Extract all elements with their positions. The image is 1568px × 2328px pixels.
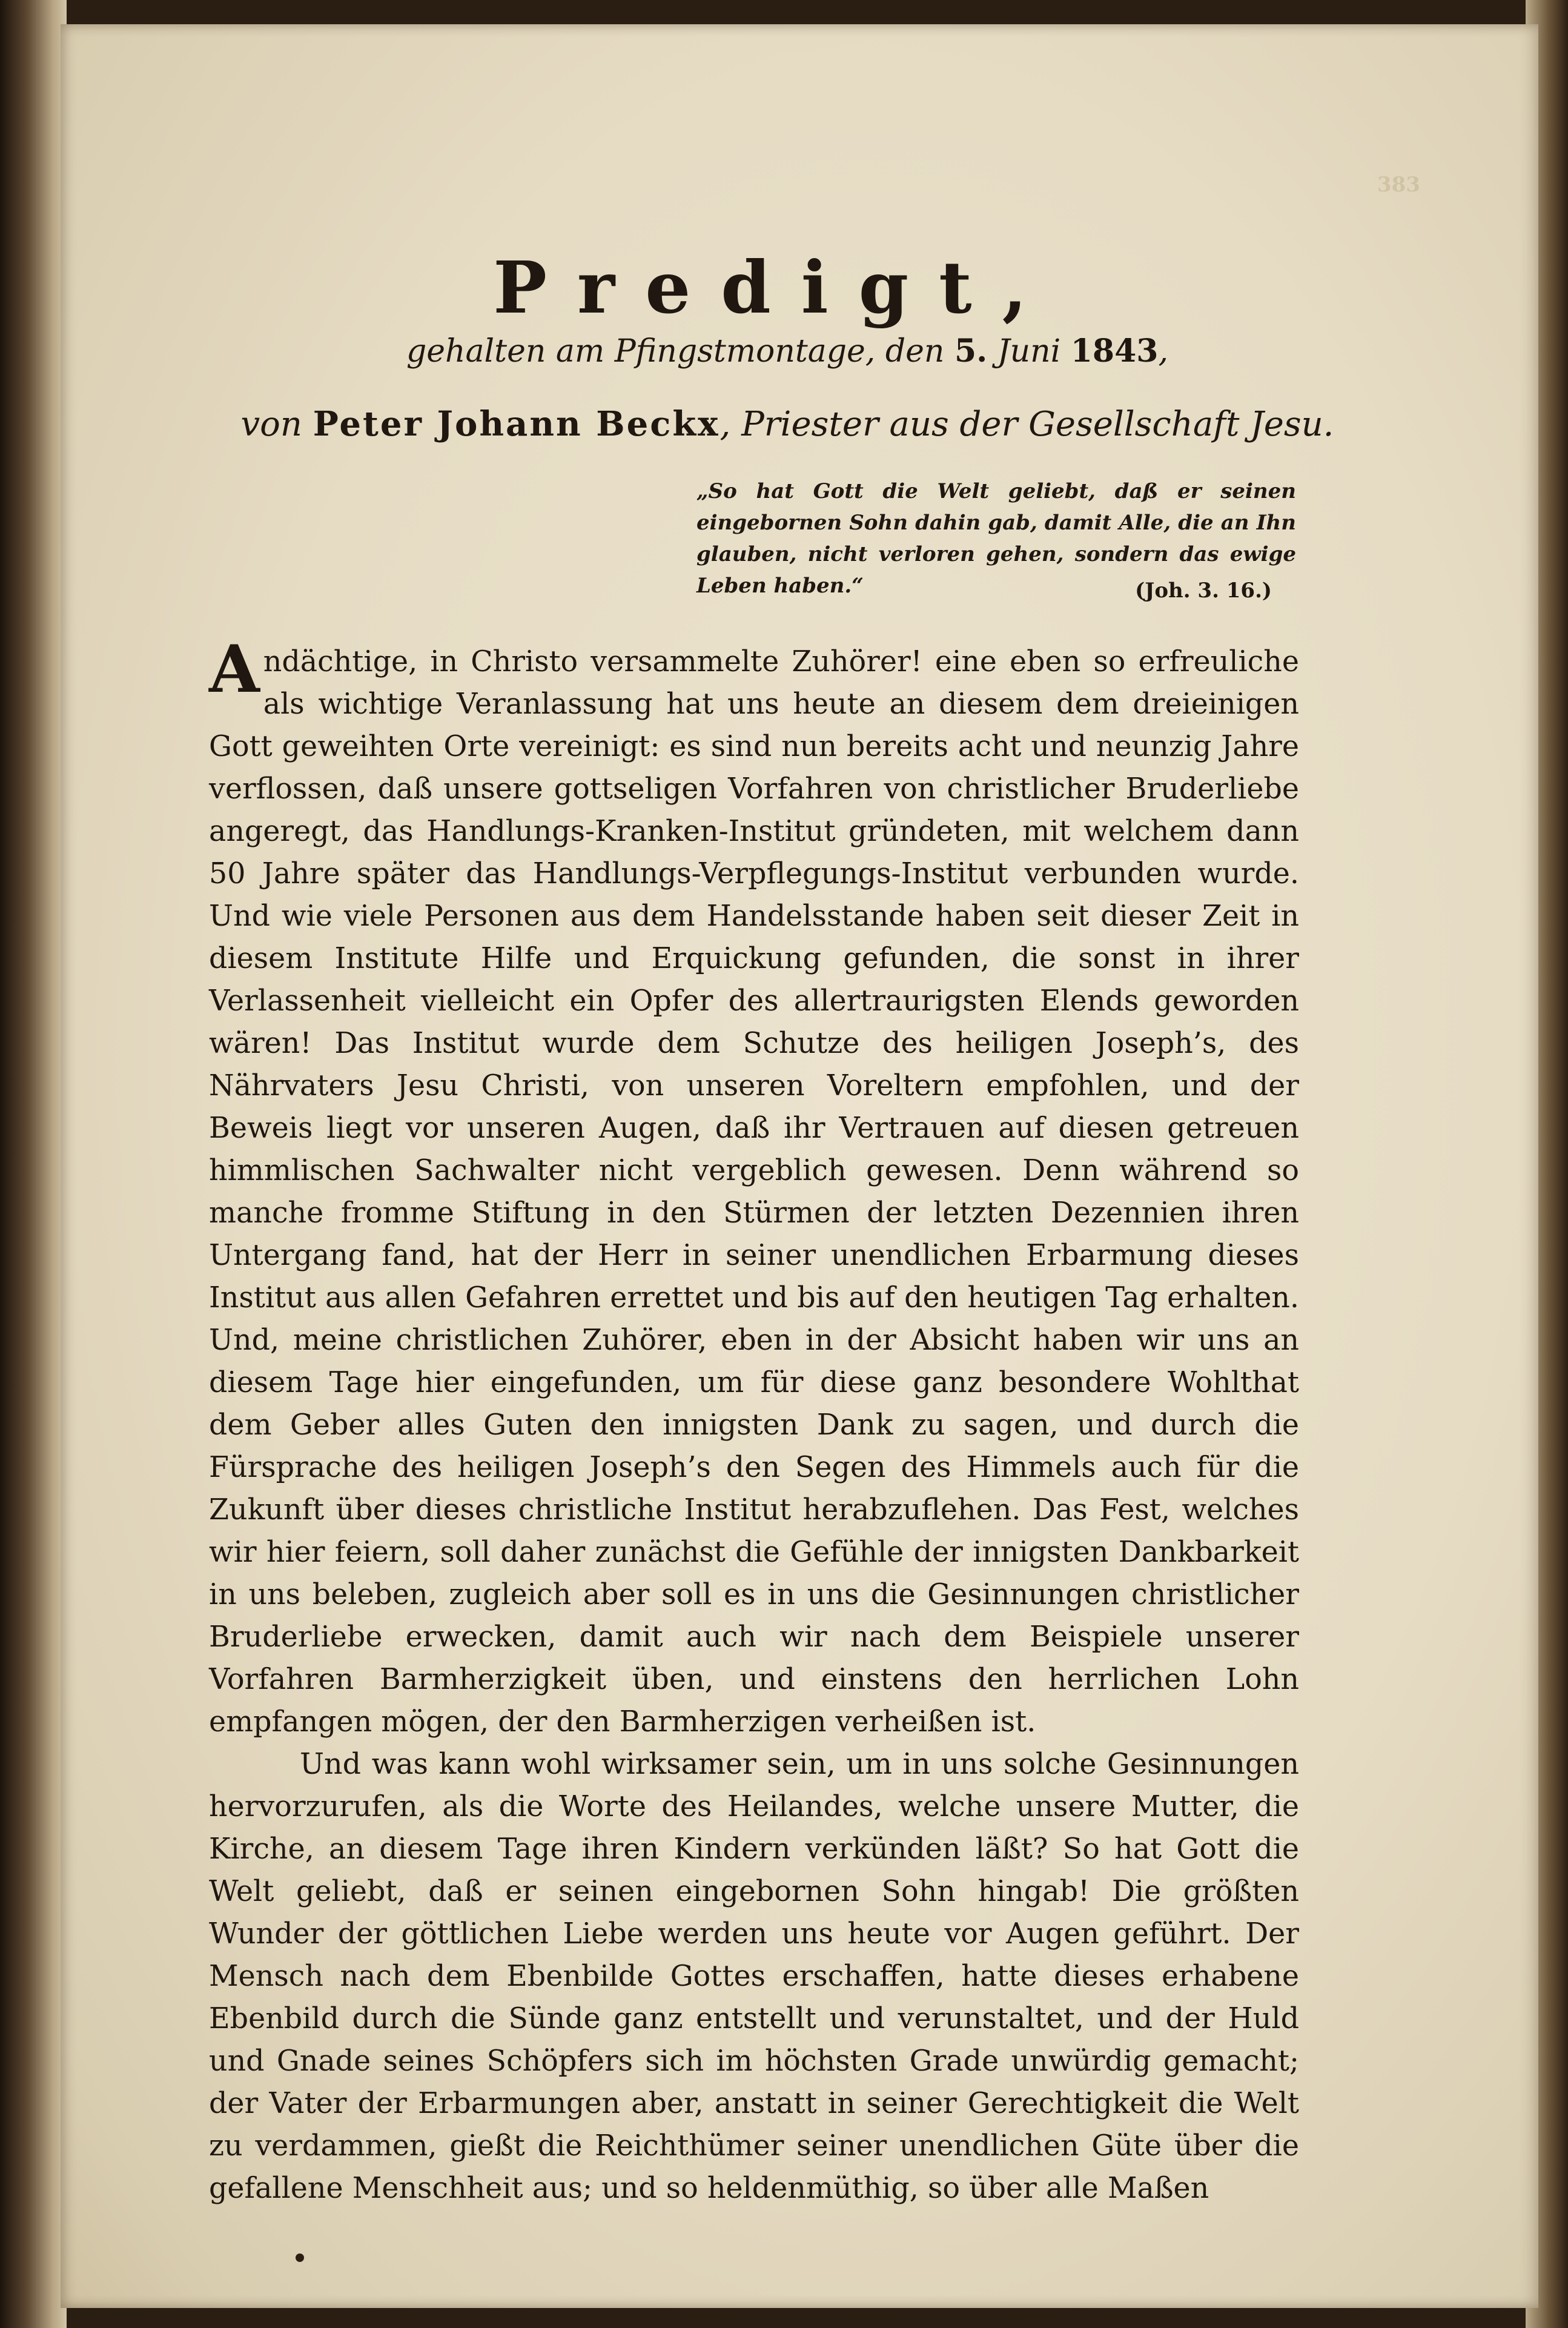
page-title: Predigt, xyxy=(493,245,1057,330)
sermon-date-line xyxy=(182,330,1393,373)
date-day: 5. xyxy=(954,333,988,370)
book-spine-edge xyxy=(0,0,67,2328)
paragraph-1-text: ndächtige, in Christo versammelte Zuhörer! eine eben so erfreuliche als wichtige Veranlassung hat uns heute an diesem dem dreieinigen Gott geweihten Orte vereinigt: es sind nun bereits acht und neunzig Jahre verflossen, daß unsere gottseligen Vorfahren von christlicher Bruderliebe angeregt, das Handlungs-Kranken-Institut gründeten, mit welchem dann 50 Jahre später das Handlungs-Verpflegungs-Institut verbunden wurde. Und wie viele Personen aus dem Handelsstande haben seit dieser Zeit in diesem Institute Hilfe und Erquickung gefunden, die sonst in ihrer Verlassenheit vielleicht ein Opfer des allertraurigsten Elends geworden wären! Das Institut wurde dem Schutze des heiligen Joseph’s, des Nährvaters Jesu Christi, von unseren Voreltern empfohlen, und der Beweis liegt vor unseren Augen, daß ihr Vertrauen auf diesen getreuen himmlischen Sachwalter nicht vergeblich gewesen. Denn während so manche fromme Stiftung in den Stürmen der letzten Dezennien ihren Untergang fand, hat der Herr in seiner unendlichen Erbarmung dieses Institut aus allen Gefahren errettet und bis auf den heutigen Tag erhalten. Und, meine christlichen Zuhörer, eben in der Absicht haben wir uns an diesem Tage hier eingefunden, um für diese ganz besondere Wohlthat dem Geber alles Guten den innigsten Dank zu sagen, und durch die Fürsprache des heiligen Joseph’s den Segen des Himmels auch für die Zukunft über dieses christliche Institut herabzuflehen. Das Fest, welches wir hier feiern, soll daher zunächst die Gefühle der innigsten Dankbarkeit in uns beleben, zugleich aber soll es in uns die Gesinnungen christlicher Bruderliebe erwecken, damit auch wir nach dem Beispiele unserer Vorfahren Barmherzigkeit üben, und einstens den herrlichen Lohn empfangen mögen, der den Barmherzigen verheißen ist. xyxy=(209,645,1299,1739)
body-paragraph-2: Und was kann wohl wirksamer sein, um in uns solche Gesinnungen hervorzurufen, als die Worte des Heilandes, welche unsere Mutter, die Kirche, an diesem Tage ihren Kindern verkünden läßt? So hat Gott die Welt geliebt, daß er seinen eingebornen Sohn hingab! Die größten Wunder der göttlichen Liebe werden uns heute vor Augen geführt. Der Mensch nach dem Ebenbilde Gottes erschaffen, hatte dieses erhabene Ebenbild durch die Sünde ganz entstellt und verunstaltet, und der Huld und Gnade seines Schöpfers sich im höchsten Grade unwürdig gemacht; der Vater der Erbarmungen aber, anstatt in seiner Gerechtigkeit die Welt zu verdammen, gießt die Reichthümer seiner unendlichen Güte über die gefallene Menschheit aus; und so heldenmüthig, so über alle Maßen xyxy=(209,1748,1299,2205)
date-prefix: gehalten am Pfingstmontage, den xyxy=(406,333,954,370)
ink-blot xyxy=(296,2253,304,2262)
date-year: 1843 xyxy=(1070,333,1159,370)
page-number: 383 xyxy=(1377,173,1420,197)
epigraph-quote: „So hat Gott die Welt geliebt, daß er seinen eingebornen Sohn dahin gab, damit Alle, die an Ihn glauben, nicht verloren gehen, sondern das ewige Leben haben.“ xyxy=(696,479,1296,598)
drop-cap: A xyxy=(209,631,260,708)
epigraph-reference: (Joh. 3. 16.) xyxy=(1135,579,1272,603)
author-line xyxy=(182,400,1393,448)
epigraph xyxy=(696,476,1296,603)
author-suffix: , Priester aus der Gesellschaft Jesu. xyxy=(719,405,1334,444)
sermon-body xyxy=(209,631,1299,2205)
author-name: Peter Johann Beckx xyxy=(313,404,720,444)
date-suffix: , xyxy=(1158,333,1169,370)
author-prefix: von xyxy=(240,405,313,444)
body-paragraph-1 xyxy=(209,631,1299,1743)
date-month: Juni xyxy=(987,333,1071,370)
